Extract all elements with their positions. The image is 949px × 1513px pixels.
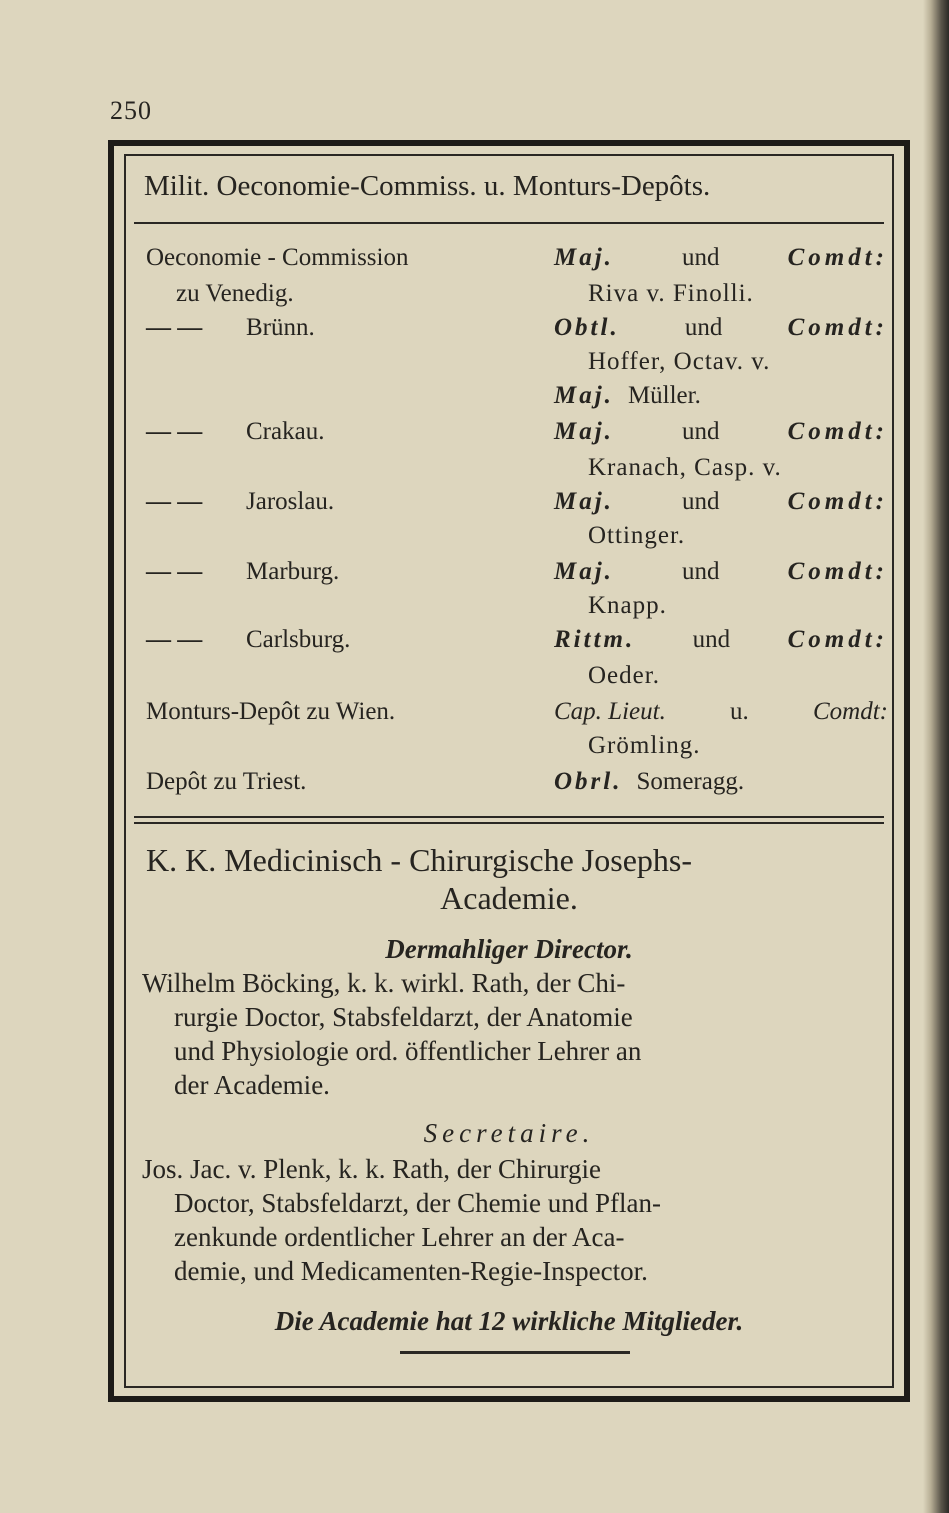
entry-rank: Maj. und Comdt: (554, 418, 888, 445)
ditto-dashes: — — (146, 488, 203, 515)
entry-rank: Maj. und Comdt: (554, 488, 888, 515)
entry-name: Knapp. (588, 592, 667, 619)
entry-row (114, 626, 904, 662)
title-rule (134, 222, 884, 224)
entry-place: — — Marburg. (146, 558, 340, 585)
ditto-dashes: — — (146, 418, 203, 445)
closing-line: Die Academie hat 12 wirkliche Mitglieder. (274, 1306, 744, 1336)
section-divider (134, 816, 884, 818)
entry-row (114, 244, 904, 280)
academy-title-line2: Academie. (440, 880, 578, 916)
ditto-dashes: — — (146, 626, 203, 653)
entry-row (114, 558, 904, 594)
entry-place: — — Jaroslau. (146, 488, 335, 515)
entry-name: Oeder. (588, 662, 660, 689)
section-divider (134, 822, 884, 824)
entry-row (114, 662, 904, 698)
entry-row (114, 348, 904, 384)
director-paragraph: Wilhelm Böcking, k. k. wirkl. Rath, der Chi- rurgie Doctor, Stabsfeldarzt, der Anatomie und Physiologie ord. öffentlicher Lehrer an der Academie. (142, 968, 642, 1100)
entry-rank: Cap. Lieut. u. Comdt: (554, 698, 888, 725)
entry-place: Monturs-Depôt zu Wien. (146, 698, 396, 725)
entry-rank: Rittm. und Comdt: (554, 626, 888, 653)
entry-rank: Maj. Müller. (554, 382, 701, 409)
page-frame (108, 140, 910, 1402)
entry-rank: Obtl. und Comdt: (554, 314, 888, 341)
entry-row (114, 314, 904, 350)
entry-rank: Obrl. Someragg. (554, 768, 745, 795)
academy-title: K. K. Medicinisch - Chirurgische Josephs- (146, 842, 692, 878)
section-title-military: Milit. Oeconomie-Commiss. u. Monturs-Depôts. (144, 170, 711, 202)
entry-row (114, 768, 904, 804)
entry-place: — — Crakau. (146, 418, 325, 445)
director-heading: Dermahliger Director. (385, 934, 633, 964)
entry-rank: Maj. und Comdt: (554, 244, 888, 271)
entry-place: Oeconomie - Commission (146, 244, 409, 271)
entry-place: — — Brünn. (146, 314, 315, 341)
page-edge-shadow (923, 0, 949, 1513)
closing-rule (400, 1351, 630, 1354)
entry-row (114, 488, 904, 524)
ditto-dashes: — — (146, 314, 203, 341)
secretary-heading: Secretaire. (423, 1118, 595, 1148)
entry-row (114, 522, 904, 558)
entry-name: Hoffer, Octav. v. (588, 348, 771, 375)
entry-place: zu Venedig. (176, 280, 294, 307)
entry-row (114, 382, 904, 418)
entry-name: Grömling. (588, 732, 701, 759)
entry-row (114, 454, 904, 490)
entry-row (114, 732, 904, 768)
entry-place: — — Carlsburg. (146, 626, 351, 653)
entry-row (114, 418, 904, 454)
entry-name: Ottinger. (588, 522, 686, 549)
ditto-dashes: — — (146, 558, 203, 585)
entry-rank: Maj. und Comdt: (554, 558, 888, 585)
entry-place: Depôt zu Triest. (146, 768, 307, 795)
secretary-paragraph: Jos. Jac. v. Plenk, k. k. Rath, der Chirurgie Doctor, Stabsfeldarzt, der Chemie und Pflan- zenkunde ordentlicher Lehrer an der Aca- demie, und Medicamenten-Regie-Inspector. (142, 1154, 662, 1286)
entry-name: Kranach, Casp. v. (588, 454, 782, 481)
page-number: 250 (110, 96, 152, 125)
entry-row (114, 280, 904, 316)
entry-name: Riva v. Finolli. (588, 280, 754, 307)
entry-row (114, 698, 904, 734)
entry-row (114, 592, 904, 628)
